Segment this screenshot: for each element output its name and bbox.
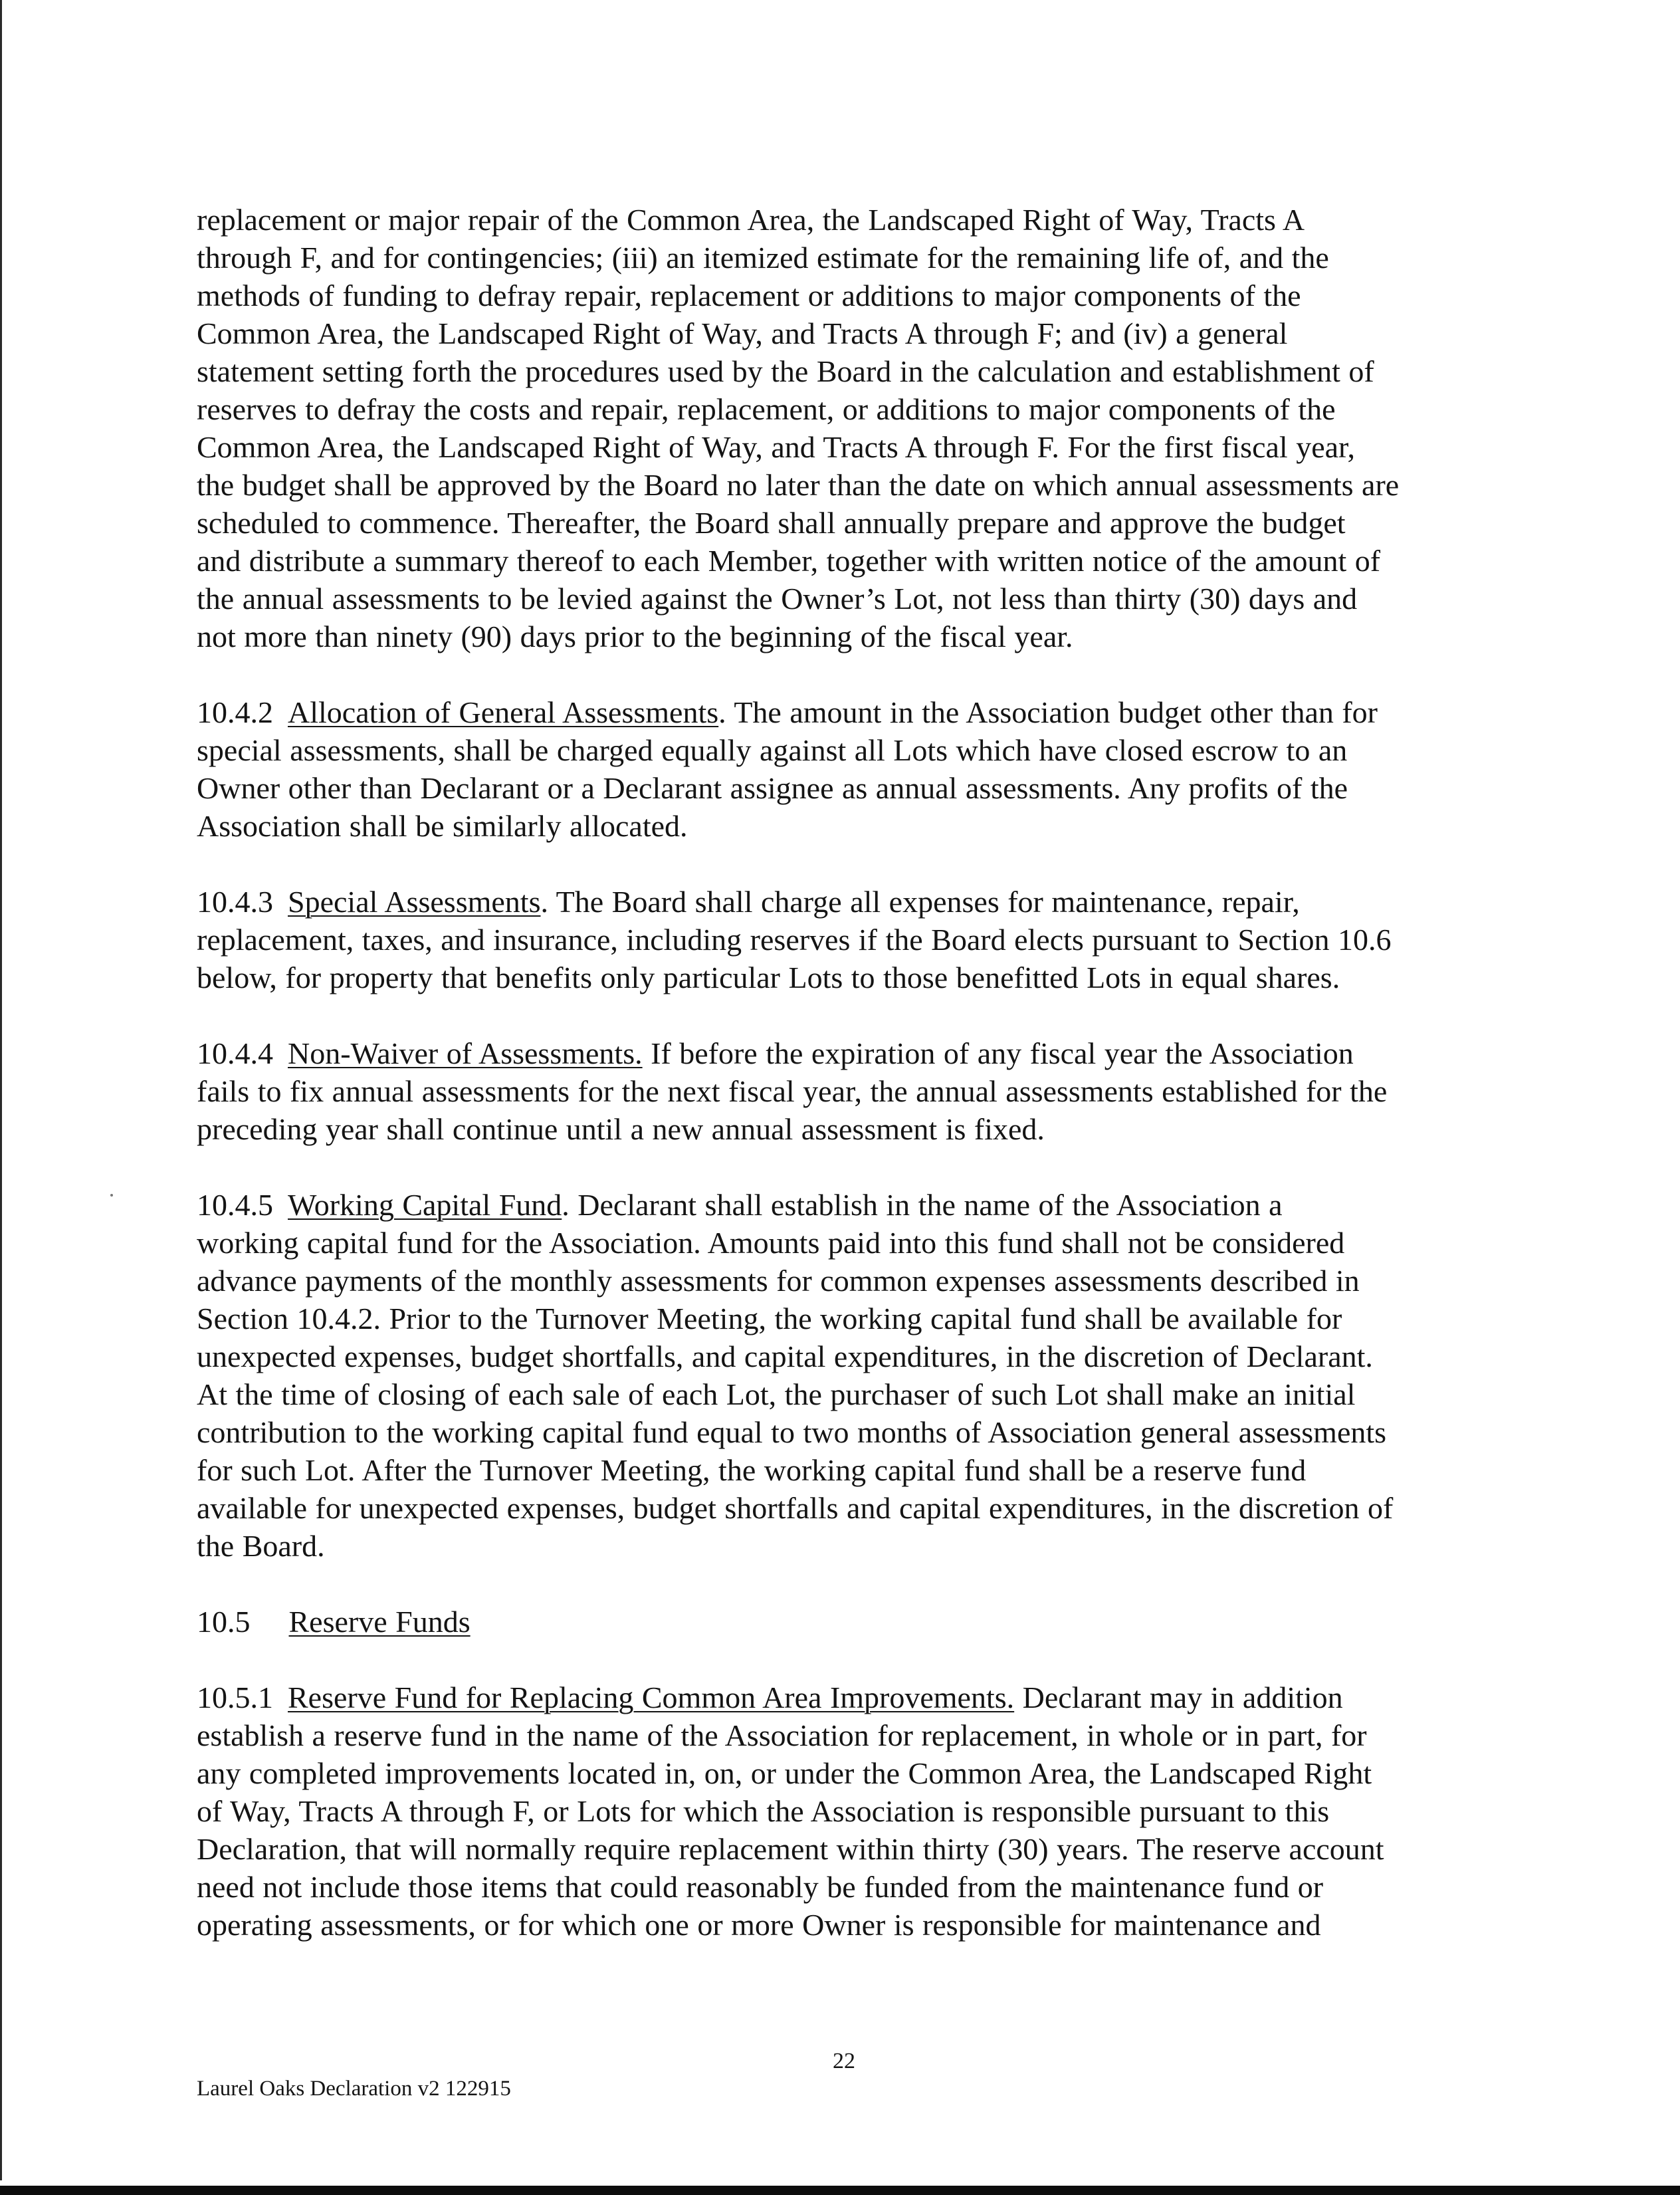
- heading-punctuation: .: [718, 695, 734, 729]
- paragraph-text: Declarant may in addition establish a reserve fund in the name of the Association for replacement, in whole or in part, for any completed improvements located in, on, or under the Common Area, the Landscaped Right of Way, Tracts A through F, or Lots for which the Association is responsible pursuant to this Declaration, that will normally require replacement within thirty (30) years. The reserve account need not include those items that could reasonably be funded from the maintenance fund or operating assessments, or for which one or more Owner is responsible for maintenance and: [197, 1680, 1384, 1942]
- section-heading: Working Capital Fund: [288, 1188, 562, 1222]
- section-heading: Non-Waiver of Assessments.: [288, 1036, 643, 1070]
- document-footer-label: Laurel Oaks Declaration v2 122915: [197, 2077, 511, 2101]
- section-number: 10.4.5: [197, 1188, 273, 1222]
- section-heading: Special Assessments: [288, 885, 541, 919]
- paragraph-text: If before the expiration of any fiscal year the Association fails to fix annual assessments for the next fiscal year, the annual assessments established for the preceding year shall continue until a new annual assessment is fixed.: [197, 1036, 1388, 1146]
- paragraph-text: The Board shall charge all expenses for maintenance, repair, replacement, taxes, and insurance, including reserves if the Board elects pursuant to Section 10.6 below, for property that benefits only particular Lots to those benefitted Lots in equal shares.: [197, 885, 1392, 994]
- section-heading: Reserve Fund for Replacing Common Area Improvements.: [288, 1680, 1015, 1714]
- paragraph-10-4-1-continuation: [197, 201, 1519, 655]
- section-number: 10.4.3: [197, 885, 273, 919]
- document-body: [197, 201, 1519, 1944]
- section-10-5-heading: [197, 1603, 1519, 1641]
- page-number: 22: [833, 2049, 855, 2073]
- heading-punctuation: [1014, 1680, 1023, 1714]
- section-heading: Reserve Funds: [288, 1605, 471, 1639]
- paragraph-text: replacement or major repair of the Common Area, the Landscaped Right of Way, Tracts A through F, and for contingencies; (iii) an itemized estimate for the remaining life of, and the methods of funding to defray repair, replacement or additions to major components of the Common Area, the Landscaped Right of Way, and Tracts A through F; and (iv) a general statement setting forth the procedures used by the Board in the calculation and establishment of reserves to defray the costs and repair, replacement, or additions to major components of the Common Area, the Landscaped Right of Way, and Tracts A through F. For the first fiscal year, the budget shall be approved by the Board no later than the date on which annual assessments are scheduled to commence. Thereafter, the Board shall annually prepare and approve the budget and distribute a summary thereof to each Member, together with written notice of the amount of the annual assessments to be levied against the Owner’s Lot, not less than thirty (30) days and not more than ninety (90) days prior to the beginning of the fiscal year.: [197, 203, 1400, 653]
- paragraph-text: Declarant shall establish in the name of the Association a working capital fund for the Association. Amounts paid into this fund shall not be considered advance payments of the monthly assessments for common expenses assessments described in Section 10.4.2. Prior to the Turnover Meeting, the working capital fund shall be available for unexpected expenses, budget shortfalls, and capital expenditures, in the discretion of Declarant. At the time of closing of each sale of each Lot, the purchaser of such Lot shall make an initial contribution to the working capital fund equal to two months of Association general assessments for such Lot. After the Turnover Meeting, the working capital fund shall be a reserve fund available for unexpected expenses, budget shortfalls and capital expenditures, in the discretion of the Board.: [197, 1188, 1394, 1563]
- scan-bottom-edge: [0, 2186, 1680, 2195]
- section-number: 10.4.2: [197, 695, 273, 729]
- scan-left-edge: [0, 0, 2, 2180]
- paragraph-10-4-3: [197, 883, 1519, 996]
- paragraph-text: The amount in the Association budget other than for special assessments, shall be charged equally against all Lots which have closed escrow to an Owner other than Declarant or a Declarant assignee as annual assessments. Any profits of the Association shall be similarly allocated.: [197, 695, 1378, 843]
- paragraph-10-4-4: [197, 1034, 1519, 1148]
- paragraph-10-4-2: [197, 693, 1519, 845]
- section-number: 10.5: [197, 1605, 251, 1639]
- heading-punctuation: .: [562, 1188, 578, 1222]
- section-number: 10.4.4: [197, 1036, 273, 1070]
- section-number: 10.5.1: [197, 1680, 273, 1714]
- paragraph-10-5-1: [197, 1678, 1519, 1944]
- scan-speck: [110, 1194, 113, 1197]
- section-heading: Allocation of General Assessments: [288, 695, 719, 729]
- heading-punctuation: [643, 1036, 651, 1070]
- heading-punctuation: .: [540, 885, 556, 919]
- paragraph-10-4-5: [197, 1186, 1519, 1565]
